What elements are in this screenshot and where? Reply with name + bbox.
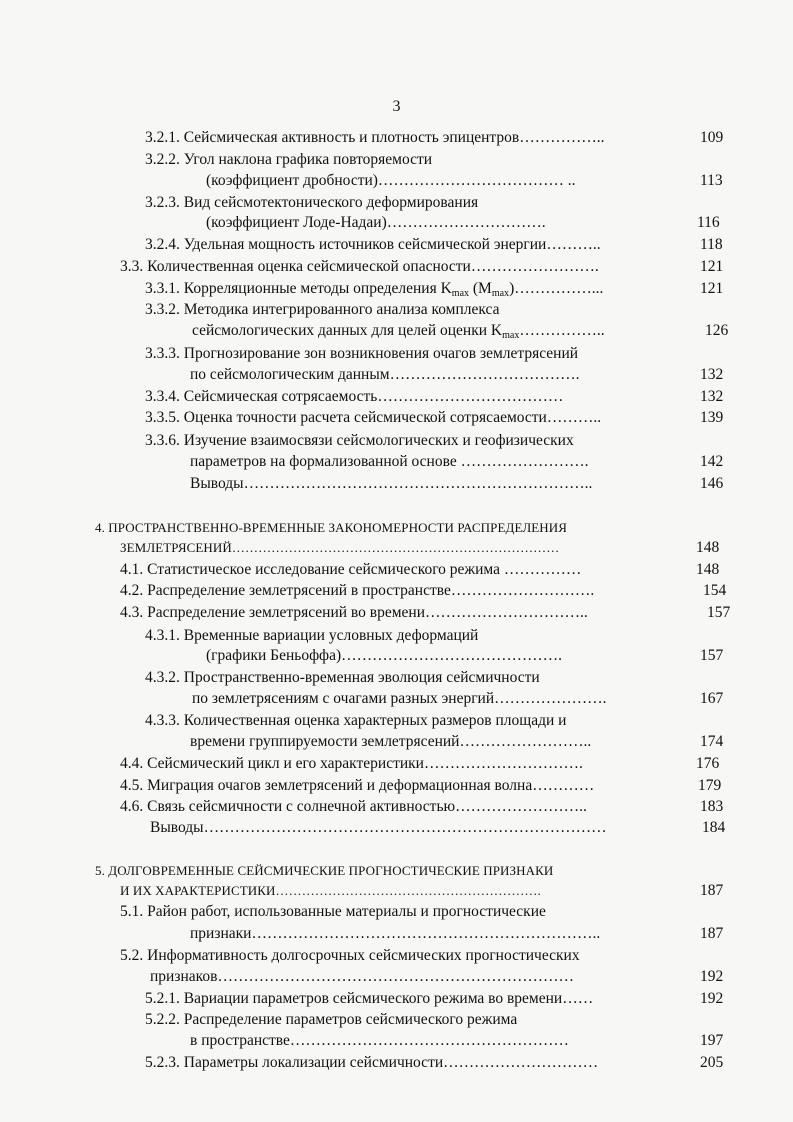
toc-entry-text: Выводы……………………………………………………………………: [150, 819, 607, 836]
toc-entry-text: 4.1. Статистическое исследование сейсмического режима ……………: [120, 561, 582, 578]
toc-entry-line: [192, 321, 605, 341]
toc-page-number: 148: [696, 561, 720, 578]
toc-entry-line: [120, 538, 559, 558]
toc-entry-line: [145, 989, 593, 1009]
toc-entry-text: 4.3. Распределение землетрясений во времени…………………………..: [120, 604, 588, 621]
toc-page-number: 157: [707, 604, 731, 621]
toc-page-number: 121: [700, 280, 724, 297]
toc-page-number: 109: [700, 129, 724, 146]
toc-entry-line: [120, 946, 580, 966]
toc-entry-text: 5.2.3. Параметры локализации сейсмичности…………………………: [145, 1054, 599, 1071]
toc-entry-text: (коэффициент дробности)……………………………… ..: [206, 172, 576, 189]
toc-entry-line: [190, 1031, 569, 1051]
toc-entry-text: 5.2.1. Вариации параметров сейсмического режима во времени……: [145, 990, 594, 1007]
toc-entry-text: )……………...: [509, 280, 604, 297]
toc-entry-line: [145, 344, 578, 364]
toc-entry-text: 4.5. Миграция очагов землетрясений и деформационная волна…………: [120, 777, 595, 794]
toc-entry-line: [190, 732, 591, 752]
toc-entry-line: [145, 387, 563, 407]
toc-entry-line: [145, 668, 540, 688]
toc-page-number: 192: [700, 990, 724, 1007]
toc-entry-text: 3.3.2. Методика интегрированного анализа комплекса: [145, 301, 500, 318]
toc-page-number: 139: [700, 409, 724, 426]
toc-entry-text: по землетрясениям с очагами разных энергий………………….: [192, 690, 607, 707]
toc-entry-line: [145, 1053, 598, 1073]
toc-entry-line: [120, 881, 541, 901]
toc-page-number: 132: [700, 366, 724, 383]
toc-entry-line: [120, 902, 546, 922]
toc-page-number: 148: [696, 539, 720, 556]
toc-entry-line: [190, 924, 600, 944]
toc-entry-line: [120, 754, 583, 774]
toc-entry-line: [150, 818, 607, 838]
toc-entry-text: признаки…………………………………………………………..: [190, 925, 601, 942]
toc-entry-text: 4.3.1. Временные вариации условных деформаций: [145, 627, 479, 644]
toc-entry-text: по сейсмологическим данным……………………………….: [190, 366, 580, 383]
toc-entry-text: ЗЕМЛЕТРЯСЕНИЙ…………………………………………………………………: [120, 540, 560, 555]
toc-page-number: 167: [700, 690, 724, 707]
toc-entry-line: [145, 626, 478, 646]
toc-entry-text: 4.6. Связь сейсмичности с солнечной активностью……………………..: [120, 798, 587, 815]
toc-entry-text: 5. ДОЛГОВРЕМЕННЫЕ СЕЙСМИЧЕСКИЕ ПРОГНОСТИЧЕСКИЕ ПРИЗНАКИ: [95, 863, 554, 878]
toc-entry-text: 4.2. Распределение землетрясений в пространстве……………………….: [120, 582, 595, 599]
toc-entry-text: времени группируемости землетрясений……………………..: [190, 733, 592, 750]
toc-page-number: 126: [705, 322, 729, 339]
toc-entry-text: 3.3.1. Корреляционные методы определения K: [145, 280, 452, 297]
toc-entry-line: [145, 235, 601, 255]
toc-page-number: 176: [696, 755, 720, 772]
toc-entry-text: 3.3.5. Оценка точности расчета сейсмической сотрясаемости………..: [145, 409, 602, 426]
toc-entry-line: [145, 408, 601, 428]
toc-entry-line: [150, 967, 574, 987]
toc-entry-line: [145, 279, 603, 299]
toc-entry-line: [192, 689, 607, 709]
toc-entry-text: 3.3.4. Сейсмическая сотрясаемость………………………………: [145, 388, 564, 405]
toc-entry-text: 4. ПРОСТРАНСТВЕННО-ВРЕМЕННЫЕ ЗАКОНОМЕРНОСТИ РАСПРЕДЕЛЕНИЯ: [95, 520, 568, 535]
toc-entry-text: 3.2.4. Удельная мощность источников сейсмической энергии………..: [145, 236, 601, 253]
toc-entry-line: [120, 776, 594, 796]
toc-page-number: 132: [700, 388, 724, 405]
toc-entry-line: [145, 128, 604, 148]
toc-entry-text: (графики Беньоффа)…………………………………….: [206, 647, 562, 664]
toc-entry-text: (коэффициент Лоде-Надаи)………………………….: [206, 214, 546, 231]
toc-entry-text: 3.2.3. Вид сейсмотектонического деформирования: [145, 194, 479, 211]
toc-entry-text: Выводы…………………………………………………………..: [190, 475, 593, 492]
toc-page-number: 192: [700, 968, 724, 985]
toc-entry-text: 4.3.2. Пространственно-временная эволюция сейсмичности: [145, 669, 540, 686]
toc-entry-line: [206, 646, 562, 666]
toc-entry-line: [120, 581, 594, 601]
toc-page-number: 118: [700, 236, 723, 253]
toc-page-number: 179: [698, 777, 722, 794]
toc-page-number: 113: [700, 172, 723, 189]
toc-entry-text: 5.2.2. Распределение параметров сейсмического режима: [145, 1011, 518, 1028]
toc-entry-text: 5.2. Информативность долгосрочных сейсмических прогностических: [120, 947, 580, 964]
toc-entry-text: сейсмологических данных для целей оценки K: [192, 322, 503, 339]
toc-entry-line: [120, 257, 599, 277]
toc-page-number: 197: [700, 1032, 724, 1049]
toc-entry-text: 4.4. Сейсмический цикл и его характеристики………………………….: [120, 755, 583, 772]
subscript-text: max: [451, 288, 470, 299]
toc-entry-line: [190, 452, 588, 472]
toc-entry-line: [145, 1010, 517, 1030]
toc-entry-line: [120, 797, 587, 817]
toc-entry-line: [120, 603, 588, 623]
toc-entry-text: параметров на формализованной основе …………………….: [190, 453, 589, 470]
toc-page-number: 116: [697, 214, 720, 231]
toc-entry-line: [145, 300, 500, 320]
toc-entry-text: в пространстве………………………………………………: [190, 1032, 569, 1049]
toc-page-number: 205: [700, 1054, 724, 1071]
toc-page-number: 142: [700, 453, 724, 470]
toc-page-number: 184: [702, 819, 726, 836]
toc-entry-line: [145, 431, 574, 451]
toc-page-number: 157: [700, 647, 724, 664]
toc-entry-text: 3.3.3. Прогнозирование зон возникновения очагов землетрясений: [145, 345, 579, 362]
toc-entry-text: 3.3.6. Изучение взаимосвязи сейсмологических и геофизических: [145, 432, 574, 449]
toc-entry-line: [95, 518, 567, 538]
toc-entry-line: [190, 474, 592, 494]
toc-page-number: 121: [700, 258, 724, 275]
toc-entry-line: [190, 365, 579, 385]
toc-entry-text: 3.3. Количественная оценка сейсмической опасности…………………….: [120, 258, 599, 275]
page-number: 3: [392, 98, 401, 115]
toc-entry-line: [95, 861, 553, 881]
toc-entry-text: признаков……………………………………………………………: [150, 968, 574, 985]
toc-entry-text: 3.2.1. Сейсмическая активность и плотность эпицентров……………..: [145, 129, 605, 146]
toc-entry-text: ……………..: [519, 322, 605, 339]
subscript-text: max: [491, 288, 510, 299]
toc-entry-text: 5.1. Район работ, использованные материалы и прогностические: [120, 903, 546, 920]
toc-entry-text: (M: [469, 280, 492, 297]
toc-entry-text: 3.2.2. Угол наклона графика повторяемости: [145, 151, 433, 168]
toc-page-number: 146: [700, 475, 724, 492]
toc-page-number: 187: [700, 925, 724, 942]
toc-entry-line: [145, 150, 432, 170]
toc-entry-text: 4.3.3. Количественная оценка характерных размеров площади и: [145, 712, 567, 729]
toc-entry-line: [206, 213, 546, 233]
toc-page-number: 154: [703, 582, 727, 599]
toc-page-number: 187: [700, 882, 724, 899]
toc-entry-line: [120, 560, 581, 580]
toc-page-number: 183: [700, 798, 724, 815]
toc-entry-line: [145, 193, 478, 213]
toc-entry-text: И ИХ ХАРАКТЕРИСТИКИ…………………………………………………….: [120, 883, 541, 898]
toc-entry-line: [206, 171, 576, 191]
subscript-text: max: [502, 330, 520, 341]
toc-entry-line: [145, 711, 566, 731]
toc-page-number: 174: [700, 733, 724, 750]
